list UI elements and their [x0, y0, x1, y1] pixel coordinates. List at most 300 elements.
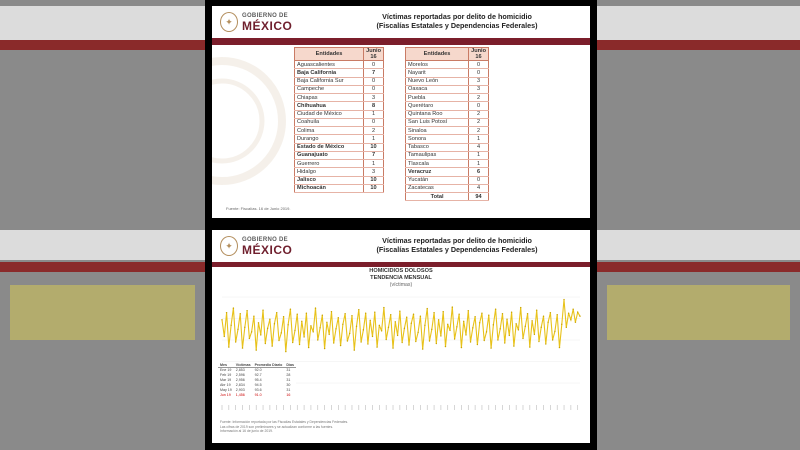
data-point — [290, 308, 291, 309]
entity-value: 3 — [469, 85, 489, 93]
data-point — [363, 329, 364, 330]
data-point — [365, 312, 366, 313]
data-point — [452, 306, 453, 307]
data-point — [415, 341, 416, 342]
data-point — [504, 342, 505, 343]
data-point — [570, 319, 571, 320]
entity-value: 2 — [469, 127, 489, 135]
table-row — [295, 168, 384, 176]
entity-value: 0 — [469, 176, 489, 184]
table-row — [295, 69, 384, 77]
data-point — [429, 340, 430, 341]
summary-header: Días — [286, 363, 294, 367]
data-point — [351, 315, 352, 316]
entity-value: 1 — [469, 151, 489, 159]
slide-title — [332, 12, 582, 30]
data-point — [283, 316, 284, 317]
data-point — [242, 347, 243, 348]
chart-title — [212, 268, 590, 282]
data-point — [294, 330, 295, 331]
table-row — [406, 151, 489, 159]
data-point — [506, 319, 507, 320]
data-point — [230, 325, 231, 326]
states-table-right — [405, 47, 489, 201]
summary-cell: Abr 19 — [220, 383, 231, 387]
total-label: Total — [406, 193, 469, 201]
data-point — [383, 307, 384, 308]
data-point — [424, 325, 425, 326]
entity-name: Sonora — [406, 135, 469, 143]
data-point — [356, 326, 357, 327]
data-point — [445, 346, 446, 347]
logo-line1: GOBIERNO DE — [242, 13, 288, 19]
blurred-header — [597, 6, 800, 40]
table-row — [295, 77, 384, 85]
summary-cell: 93.6 — [254, 388, 262, 392]
entity-name: Yucatán — [406, 176, 469, 184]
blurred-red-band-2 — [597, 262, 800, 272]
data-point — [518, 329, 519, 330]
data-point — [274, 323, 275, 324]
data-point — [520, 307, 521, 308]
data-point — [554, 331, 555, 332]
data-point — [390, 314, 391, 315]
blurred-red-band — [597, 40, 800, 50]
entity-value: 7 — [364, 151, 384, 159]
data-point — [310, 325, 311, 326]
data-point — [456, 326, 457, 327]
left-blurred-panel — [0, 0, 205, 450]
entity-name: Tlaxcala — [406, 160, 469, 168]
logo-line2: MÉXICO — [242, 19, 293, 33]
summary-cell: 30 — [286, 383, 291, 387]
table-row — [295, 110, 384, 118]
summary-cell: 31 — [286, 378, 291, 382]
data-point — [392, 347, 393, 348]
data-point — [559, 347, 560, 348]
total-value: 94 — [469, 193, 489, 201]
data-point — [235, 341, 236, 342]
gobierno-logo — [220, 11, 300, 35]
entity-name: San Luis Potosí — [406, 118, 469, 126]
data-point — [324, 348, 325, 349]
data-point — [344, 313, 345, 314]
data-point — [281, 332, 282, 333]
entity-value: 8 — [364, 102, 384, 110]
data-point — [411, 323, 412, 324]
data-point — [381, 330, 382, 331]
data-point — [488, 315, 489, 316]
entity-name: Coahuila — [295, 118, 364, 126]
entity-value: 10 — [364, 176, 384, 184]
data-point — [258, 322, 259, 323]
data-point — [543, 316, 544, 317]
col-header-value: Junio 16 — [469, 48, 489, 61]
entity-value: 1 — [364, 135, 384, 143]
data-point — [340, 345, 341, 346]
entity-value: 0 — [469, 69, 489, 77]
entity-name: Chiapas — [295, 94, 364, 102]
data-point — [317, 339, 318, 340]
data-point — [479, 322, 480, 323]
summary-cell: May 19 — [220, 388, 232, 392]
data-point — [256, 349, 257, 350]
summary-header: Mes — [218, 363, 234, 368]
data-point — [287, 324, 288, 325]
right-blurred-panel — [597, 0, 800, 450]
data-point — [397, 335, 398, 336]
summary-cell: 92.0 — [254, 368, 262, 373]
entity-value: 10 — [364, 184, 384, 192]
summary-table — [218, 363, 296, 398]
data-point — [566, 327, 567, 328]
data-point — [458, 314, 459, 315]
source-note: Fuente: Fiscalías. 16 de Junio 2019. — [226, 206, 291, 211]
data-point — [499, 328, 500, 329]
data-point — [550, 312, 551, 313]
data-point — [472, 327, 473, 328]
data-point — [529, 346, 530, 347]
data-point — [221, 319, 222, 320]
entity-name: Estado de México — [295, 143, 364, 151]
entity-name: Campeche — [295, 85, 364, 93]
entity-name: Zacatecas — [406, 184, 469, 192]
data-point — [399, 310, 400, 311]
data-point — [285, 351, 286, 352]
entity-name: Guerrero — [295, 160, 364, 168]
table-row — [406, 110, 489, 118]
series-line — [222, 300, 580, 352]
data-point — [579, 316, 580, 317]
gobierno-logo — [220, 235, 300, 259]
table-row — [406, 94, 489, 102]
entity-value: 3 — [469, 77, 489, 85]
data-point — [486, 331, 487, 332]
entity-value: 10 — [364, 143, 384, 151]
entity-name: Baja California Sur — [295, 77, 364, 85]
data-point — [413, 314, 414, 315]
summary-cell: 91.0 — [254, 393, 262, 397]
chart-note: Fuente: Información reportada por las Fiscalías Estatales y Dependencias Federales. — [220, 420, 349, 424]
data-point — [468, 310, 469, 311]
entity-value: 6 — [469, 168, 489, 176]
data-point — [541, 327, 542, 328]
chart-title-line1: HOMICIDIOS DOLOSOS — [369, 268, 433, 274]
entity-value: 4 — [469, 143, 489, 151]
slide-trend-chart — [212, 230, 590, 443]
data-point — [481, 312, 482, 313]
blurred-red-band — [0, 40, 205, 50]
data-point — [547, 322, 548, 323]
table-row — [295, 151, 384, 159]
data-point — [260, 334, 261, 335]
data-point — [461, 347, 462, 348]
data-point — [422, 348, 423, 349]
data-point — [433, 312, 434, 313]
entity-value: 2 — [469, 110, 489, 118]
title-line2: (Fiscalías Estatales y Dependencias Federales) — [376, 245, 538, 254]
data-point — [463, 321, 464, 322]
red-band — [212, 262, 590, 267]
blurred-chart — [10, 285, 195, 340]
data-point — [372, 336, 373, 337]
entity-name: Sinaloa — [406, 127, 469, 135]
data-point — [534, 334, 535, 335]
entity-name: Morelos — [406, 61, 469, 69]
summary-header: Promedio Diario — [254, 363, 283, 367]
table-row — [406, 135, 489, 143]
watermark-pattern-icon — [212, 46, 287, 196]
summary-header: Víctimas — [235, 363, 251, 367]
slide-header — [212, 230, 590, 262]
table-row — [295, 61, 384, 69]
data-point — [240, 313, 241, 314]
blurred-header-2 — [0, 230, 205, 260]
slide-title — [332, 236, 582, 254]
entity-name: Guanajuato — [295, 151, 364, 159]
entity-name: Hidalgo — [295, 168, 364, 176]
data-point — [563, 299, 564, 300]
data-point — [262, 309, 263, 310]
data-point — [525, 326, 526, 327]
data-point — [276, 312, 277, 313]
chart-note: Las cifras de 2019 son preliminares y se actualizan conforme a las fuentes. — [220, 424, 334, 429]
data-point — [347, 340, 348, 341]
data-point — [577, 311, 578, 312]
col-header-value: Junio 16 — [364, 48, 384, 61]
entity-value: 3 — [364, 168, 384, 176]
entity-value: 1 — [469, 160, 489, 168]
data-point — [315, 307, 316, 308]
slide-state-table — [212, 6, 590, 218]
data-point — [349, 333, 350, 334]
data-point — [333, 342, 334, 343]
summary-row — [218, 393, 296, 398]
table-row — [295, 102, 384, 110]
blurred-chart — [607, 285, 790, 340]
table-row — [295, 118, 384, 126]
data-point — [301, 321, 302, 322]
data-point — [237, 329, 238, 330]
table-row — [295, 127, 384, 135]
data-point — [552, 339, 553, 340]
data-point — [395, 321, 396, 322]
summary-cell: 2,956 — [235, 378, 245, 382]
states-table-left — [294, 47, 384, 193]
data-point — [427, 308, 428, 309]
data-point — [308, 347, 309, 348]
data-point — [244, 327, 245, 328]
entity-value: 2 — [364, 127, 384, 135]
entity-name: Nayarit — [406, 69, 469, 77]
data-point — [454, 338, 455, 339]
data-point — [322, 315, 323, 316]
data-point — [292, 342, 293, 343]
data-point — [313, 331, 314, 332]
entity-value: 1 — [469, 135, 489, 143]
data-point — [474, 316, 475, 317]
entity-name: Quintana Roo — [406, 110, 469, 118]
blurred-red-band-2 — [0, 262, 205, 272]
slide-header — [212, 6, 590, 38]
table-row — [406, 143, 489, 151]
data-point — [342, 324, 343, 325]
entity-value: 1 — [364, 110, 384, 118]
entity-name: Jalisco — [295, 176, 364, 184]
data-point — [228, 346, 229, 347]
summary-cell: 92.7 — [254, 373, 262, 377]
logo-line1: GOBIERNO DE — [242, 237, 288, 243]
data-point — [420, 316, 421, 317]
red-band — [212, 38, 590, 45]
chart-title-line2: TENDENCIA MENSUAL — [370, 275, 432, 281]
summary-cell: 94.5 — [254, 383, 262, 387]
data-point — [299, 344, 300, 345]
chart-subtitle: (víctimas) — [389, 282, 413, 288]
table-row — [406, 184, 489, 192]
table-row — [406, 85, 489, 93]
entity-value: 0 — [469, 102, 489, 110]
entity-value: 4 — [469, 184, 489, 192]
data-point — [406, 317, 407, 318]
data-point — [328, 334, 329, 335]
data-point — [493, 324, 494, 325]
summary-cell: 16 — [286, 393, 291, 397]
data-point — [253, 316, 254, 317]
entity-name: Oaxaca — [406, 85, 469, 93]
data-point — [556, 314, 557, 315]
table-row — [406, 61, 489, 69]
summary-cell: 2,834 — [235, 383, 245, 387]
col-header-entity: Entidades — [295, 48, 364, 61]
data-point — [335, 328, 336, 329]
entity-name: Puebla — [406, 94, 469, 102]
table-row — [406, 168, 489, 176]
chart-notes — [220, 420, 348, 434]
entity-name: Tamaulipas — [406, 151, 469, 159]
data-point — [436, 343, 437, 344]
entity-value: 3 — [364, 94, 384, 102]
data-point — [440, 335, 441, 336]
data-point — [367, 343, 368, 344]
entity-name: Querétaro — [406, 102, 469, 110]
table-row — [295, 85, 384, 93]
data-point — [297, 314, 298, 315]
eagle-seal-icon: ✦ — [220, 12, 238, 32]
data-point — [354, 349, 355, 350]
entity-value: 0 — [364, 118, 384, 126]
data-point — [572, 308, 573, 309]
data-point — [370, 320, 371, 321]
data-point — [490, 347, 491, 348]
summary-cell: 2,903 — [235, 388, 245, 392]
entity-name: Aguascalientes — [295, 61, 364, 69]
table-row — [295, 184, 384, 192]
table-row — [406, 118, 489, 126]
table-row — [295, 176, 384, 184]
table-row — [295, 160, 384, 168]
summary-cell: Feb 19 — [220, 373, 232, 377]
col-header-entity: Entidades — [406, 48, 469, 61]
table-row — [406, 77, 489, 85]
table-row — [295, 143, 384, 151]
summary-cell: Mar 19 — [220, 378, 232, 382]
data-point — [509, 335, 510, 336]
data-point — [267, 328, 268, 329]
data-point — [278, 340, 279, 341]
data-point — [251, 331, 252, 332]
blurred-header — [0, 6, 205, 40]
entity-value: 7 — [364, 69, 384, 77]
data-point — [233, 307, 234, 308]
data-point — [502, 313, 503, 314]
summary-cell: 1,456 — [235, 393, 245, 397]
table-row — [406, 127, 489, 135]
data-point — [319, 327, 320, 328]
summary-cell: 28 — [286, 373, 291, 377]
summary-cell: 31 — [286, 368, 291, 373]
data-point — [379, 325, 380, 326]
data-point — [538, 341, 539, 342]
data-point — [271, 345, 272, 346]
entity-value: 2 — [469, 118, 489, 126]
entity-name: Colima — [295, 127, 364, 135]
data-point — [431, 329, 432, 330]
data-point — [417, 332, 418, 333]
data-point — [449, 330, 450, 331]
data-point — [338, 317, 339, 318]
entity-name: Durango — [295, 135, 364, 143]
table-row — [295, 135, 384, 143]
entity-value: 0 — [469, 61, 489, 69]
entity-value: 1 — [364, 160, 384, 168]
entity-name: Michoacán — [295, 184, 364, 192]
summary-cell: 31 — [286, 388, 291, 392]
data-point — [497, 339, 498, 340]
blurred-header-2 — [597, 230, 800, 260]
data-point — [568, 312, 569, 313]
data-point — [376, 346, 377, 347]
data-point — [438, 319, 439, 320]
entity-value: 0 — [364, 61, 384, 69]
data-point — [326, 322, 327, 323]
summary-cell: 95.4 — [254, 378, 262, 382]
table-row — [406, 69, 489, 77]
data-point — [531, 320, 532, 321]
data-point — [269, 319, 270, 320]
summary-cell: Jun 19 — [220, 393, 231, 397]
data-point — [465, 334, 466, 335]
table-row — [406, 176, 489, 184]
data-point — [527, 313, 528, 314]
entity-name: Nuevo León — [406, 77, 469, 85]
title-line1: Víctimas reportadas por delito de homicidio — [382, 236, 532, 245]
data-point — [249, 338, 250, 339]
title-line1: Víctimas reportadas por delito de homicidio — [382, 12, 532, 21]
table-row — [406, 160, 489, 168]
data-point — [470, 341, 471, 342]
data-point — [306, 312, 307, 313]
summary-cell: 2,853 — [235, 368, 245, 373]
data-point — [385, 339, 386, 340]
entity-name: Tabasco — [406, 143, 469, 151]
data-point — [408, 344, 409, 345]
entity-value: 0 — [364, 85, 384, 93]
table-row — [295, 94, 384, 102]
data-point — [447, 324, 448, 325]
data-point — [575, 322, 576, 323]
entity-name: Chihuahua — [295, 102, 364, 110]
